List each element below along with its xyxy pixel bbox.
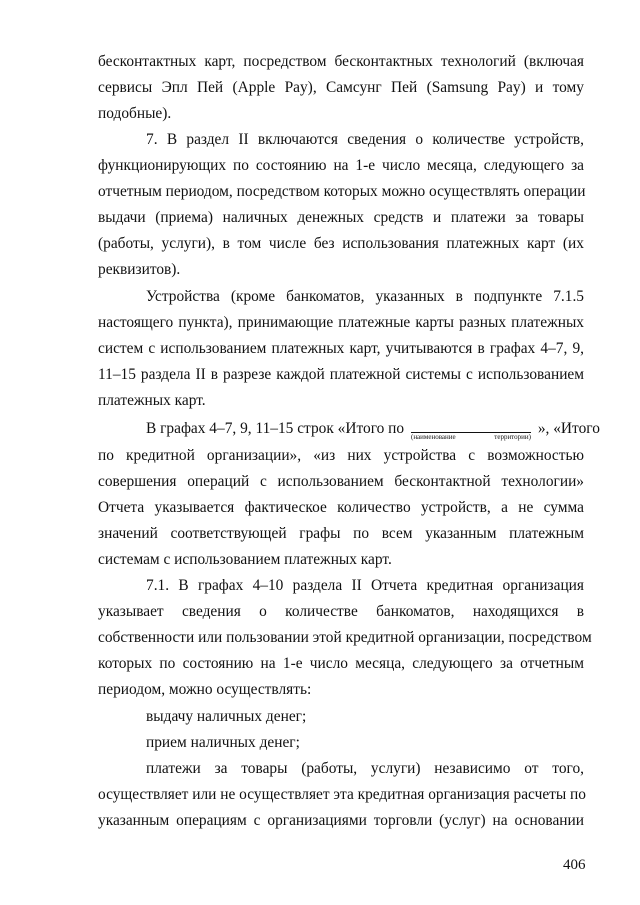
text-line: указанным операциям с организациями торговли (услуг) на основании (98, 812, 584, 829)
itogo-line (146, 418, 600, 441)
text-line: которых по состоянию на 1-е число месяца, следующего за отчетным (98, 655, 584, 672)
list-item: прием наличных денег; (146, 734, 300, 751)
text-line: сервисы Эпл Пей (Apple Pay), Самсунг Пей (Samsung Pay) и тому (98, 79, 584, 96)
text-line: 11–15 раздела II в разрезе каждой платежной системы с использованием (98, 366, 584, 383)
text-line: систем с использованием платежных карт, учитываются в графах 4–7, 9, (98, 340, 584, 357)
text-line: (работы, услуги), в том числе без использования платежных карт (их (98, 235, 584, 252)
list-item: выдачу наличных денег; (146, 708, 307, 725)
text-line: осуществляет или не осуществляет эта кредитная организация расчеты по (98, 786, 586, 803)
text-line: Устройства (кроме банкоматов, указанных в подпункте 7.1.5 (146, 288, 584, 305)
text-line: совершения операций с использованием бесконтактной технологии» (98, 473, 584, 490)
text-line: подобные). (98, 105, 172, 122)
text-line: по кредитной организации», «из них устройства с возможностью (98, 447, 584, 464)
list-item: платежи за товары (работы, услуги) независимо от того, (146, 760, 584, 777)
text-line: 7.1. В графах 4–10 раздела II Отчета кредитная организация (146, 577, 584, 594)
text-line: собственности или пользовании этой кредитной организации, посредством (98, 629, 592, 646)
territory-caption: (наименование территории) (410, 433, 531, 441)
itogo-after: », «Итого (537, 420, 600, 437)
text-line: Отчета указывается фактическое количество устройств, а не сумма (98, 499, 584, 516)
territory-blank (410, 418, 531, 441)
text-line: реквизитов). (98, 261, 181, 278)
text-line: значений соответствующей графы по всем указанным платежным (98, 525, 584, 542)
itogo-before: В графах 4–7, 9, 11–15 строк «Итого по (146, 420, 405, 437)
text-line: выдачи (приема) наличных денежных средств и платежи за товары (98, 209, 584, 226)
text-line: отчетным периодом, посредством которых можно осуществлять операции (98, 183, 586, 200)
text-line: бесконтактных карт, посредством бесконтактных технологий (включая (98, 53, 584, 70)
text-line: периодом, можно осуществлять: (98, 681, 312, 698)
text-line: функционирующих по состоянию на 1-е число месяца, следующего за (98, 157, 584, 174)
page-number: 406 (563, 857, 586, 873)
text-line: указывает сведения о количестве банкоматов, находящихся в (98, 603, 584, 620)
text-line: 7. В раздел II включаются сведения о количестве устройств, (146, 131, 584, 148)
text-line: настоящего пункта), принимающие платежные карты разных платежных (98, 314, 584, 331)
text-line: системам с использованием платежных карт. (98, 551, 392, 568)
text-line: платежных карт. (98, 392, 206, 409)
